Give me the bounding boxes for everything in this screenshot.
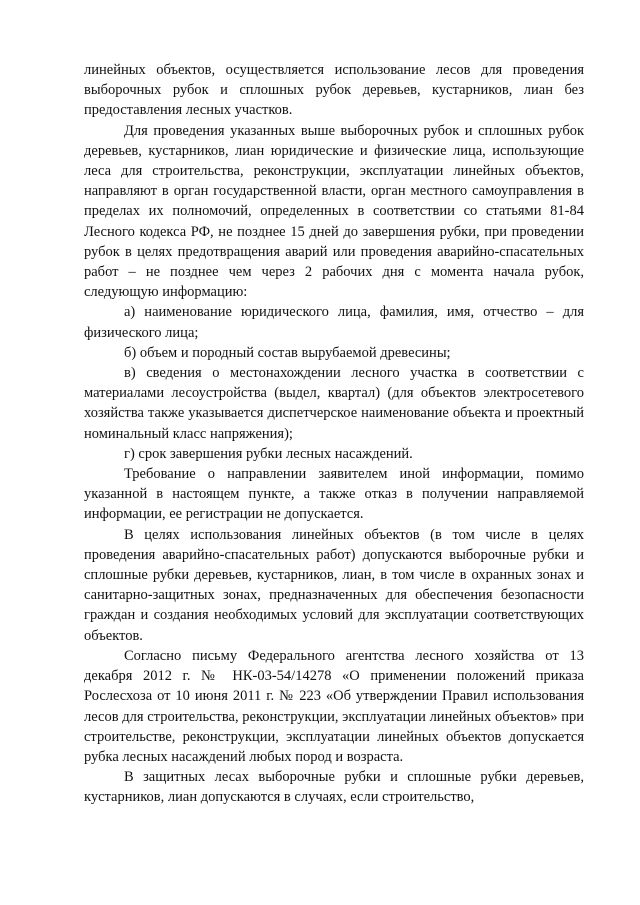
paragraph-letter-reference: Согласно письму Федерального агентства лесного хозяйства от 13 декабря 2012 г. № НК-03-54/14278 «О применении положений приказа Рослесхоза от 10 июня 2011 г. № 223 «Об утверждении Правил использования лесов для строительства, реконструкции, эксплуатации линейных объектов» при строительстве, реконструкции, эксплуатации линейных объектов допускается рубка лесных насаждений любых пород и возраста.	[84, 647, 584, 765]
paragraph-1: линейных объектов, осуществляется использование лесов для проведения выборочных рубок и сплошных рубок деревьев, кустарников, лиан без предоставления лесных участков.	[84, 62, 584, 119]
list-item-b: б) объем и породный состав вырубаемой древесины;	[124, 344, 451, 361]
paragraph-protective-forests: В защитных лесах выборочные рубки и сплошные рубки деревьев, кустарников, лиан допускаются в случаях, если строительство,	[84, 769, 584, 806]
list-item-a: а) наименование юридического лица, фамилия, имя, отчество – для физического лица;	[84, 304, 584, 341]
list-item-v: в) сведения о местонахождении лесного участка в соответствии с материалами лесоустройства (выдел, квартал) (для объектов электросетевого хозяйства также указывается диспетчерское наименование объекта и проектный номинальный класс напряжения);	[84, 365, 584, 442]
list-item-g: г) срок завершения рубки лесных насаждений.	[124, 445, 413, 462]
paragraph-linear-objects: В целях использования линейных объектов (в том числе в целях проведения аварийно-спасательных работ) допускаются выборочные рубки и сплошные рубки деревьев, кустарников, лиан, в том числе в охранных зонах и санитарно-защитных зонах, предназначенных для обеспечения безопасности граждан и создания необходимых условий для эксплуатации соответствующих объектов.	[84, 526, 584, 644]
paragraph-requirement: Требование о направлении заявителем иной информации, помимо указанной в настоящем пункте, а также отказ в получении направляемой информации, ее регистрации не допускается.	[84, 466, 584, 523]
paragraph-2: Для проведения указанных выше выборочных рубок и сплошных рубок деревьев, кустарников, лиан юридические и физические лица, использующие леса для строительства, реконструкции, эксплуатации линейных объектов, направляют в орган государственной власти, орган местного самоуправления в пределах их полномочий, определенных в соответствии со статьями 81-84 Лесного кодекса РФ, не позднее 15 дней до завершения рубки, при проведении рубок в целях предотвращения аварий или проведения аварийно-спасательных работ – не позднее чем через 2 рабочих дня с момента начала рубок, следующую информацию:	[84, 122, 584, 301]
